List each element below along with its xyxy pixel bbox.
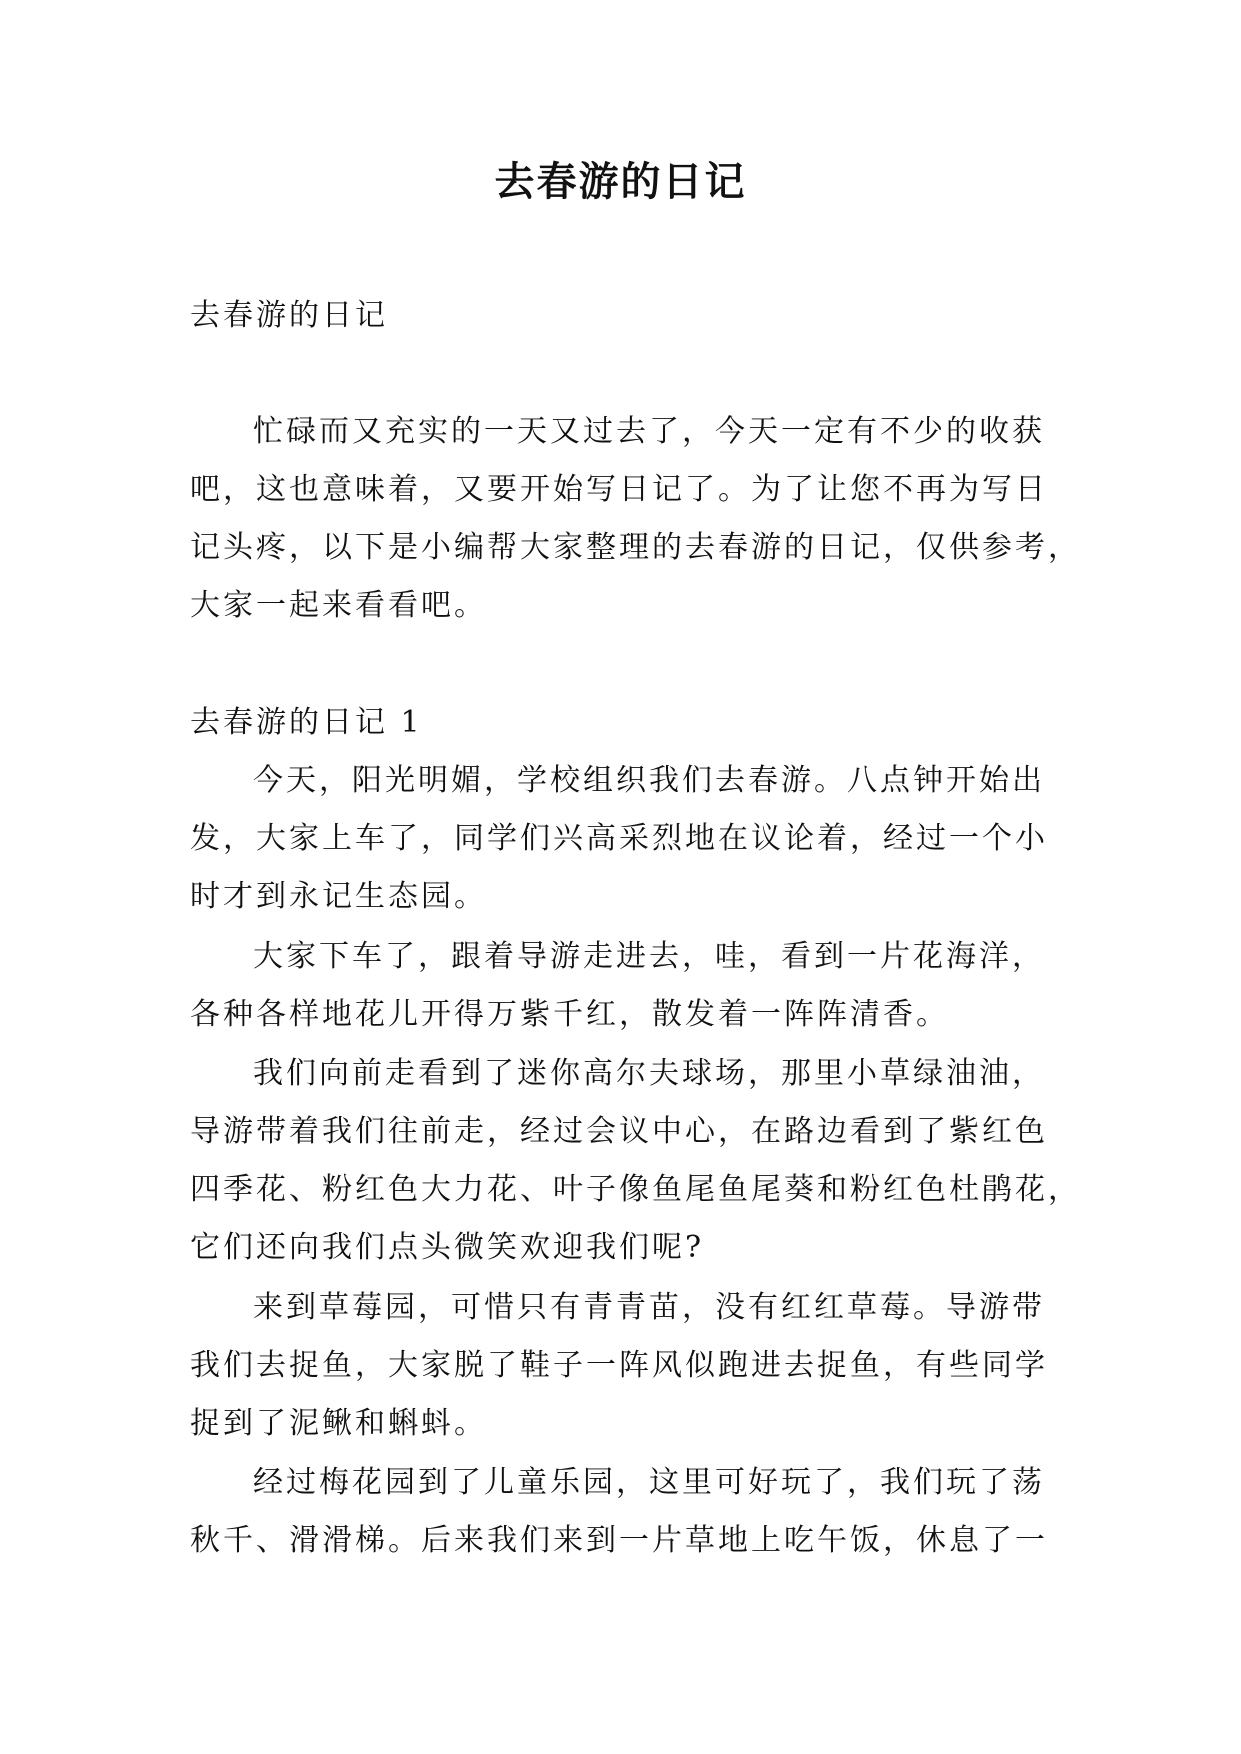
paragraph-line: 秋千、滑滑梯。后来我们来到一片草地上吃午饭，休息了一 bbox=[190, 1523, 1048, 1558]
intro-line: 忙碌而又充实的一天又过去了，今天一定有不少的收获 bbox=[253, 414, 1045, 449]
paragraph-line: 来到草莓园，可惜只有青青苗，没有红红草莓。导游带 bbox=[253, 1290, 1045, 1325]
paragraph-line: 我们向前走看到了迷你高尔夫球场，那里小草绿油油， bbox=[253, 1056, 1045, 1091]
intro-line: 记头疼，以下是小编帮大家整理的去春游的日记，仅供参考， bbox=[190, 530, 1081, 565]
paragraph-line: 时才到永记生态园。 bbox=[190, 879, 487, 914]
paragraph-line: 今天，阳光明媚，学校组织我们去春游。八点钟开始出 bbox=[253, 763, 1045, 798]
paragraph-line: 导游带着我们往前走，经过会议中心，在路边看到了紫红色 bbox=[190, 1114, 1048, 1149]
intro-line: 大家一起来看看吧。 bbox=[190, 588, 487, 623]
paragraph-line: 大家下车了，跟着导游走进去，哇，看到一片花海洋， bbox=[253, 939, 1045, 974]
paragraph-line: 我们去捉鱼，大家脱了鞋子一阵风似跑进去捉鱼，有些同学 bbox=[190, 1348, 1048, 1383]
document-subtitle: 去春游的日记 bbox=[190, 298, 388, 333]
section-heading: 去春游的日记 1 bbox=[190, 705, 423, 740]
paragraph-line: 各种各样地花儿开得万紫千红，散发着一阵阵清香。 bbox=[190, 997, 949, 1032]
intro-line: 吧，这也意味着，又要开始写日记了。为了让您不再为写日 bbox=[190, 472, 1048, 507]
paragraph-line: 捉到了泥鳅和蝌蚪。 bbox=[190, 1406, 487, 1441]
document-title: 去春游的日记 bbox=[494, 158, 747, 205]
paragraph-line: 经过梅花园到了儿童乐园，这里可好玩了，我们玩了荡 bbox=[253, 1465, 1045, 1500]
paragraph-line: 四季花、粉红色大力花、叶子像鱼尾鱼尾葵和粉红色杜鹃花， bbox=[190, 1172, 1081, 1207]
paragraph-line: 发，大家上车了，同学们兴高采烈地在议论着，经过一个小 bbox=[190, 821, 1048, 856]
paragraph-line: 它们还向我们点头微笑欢迎我们呢? bbox=[190, 1230, 705, 1265]
